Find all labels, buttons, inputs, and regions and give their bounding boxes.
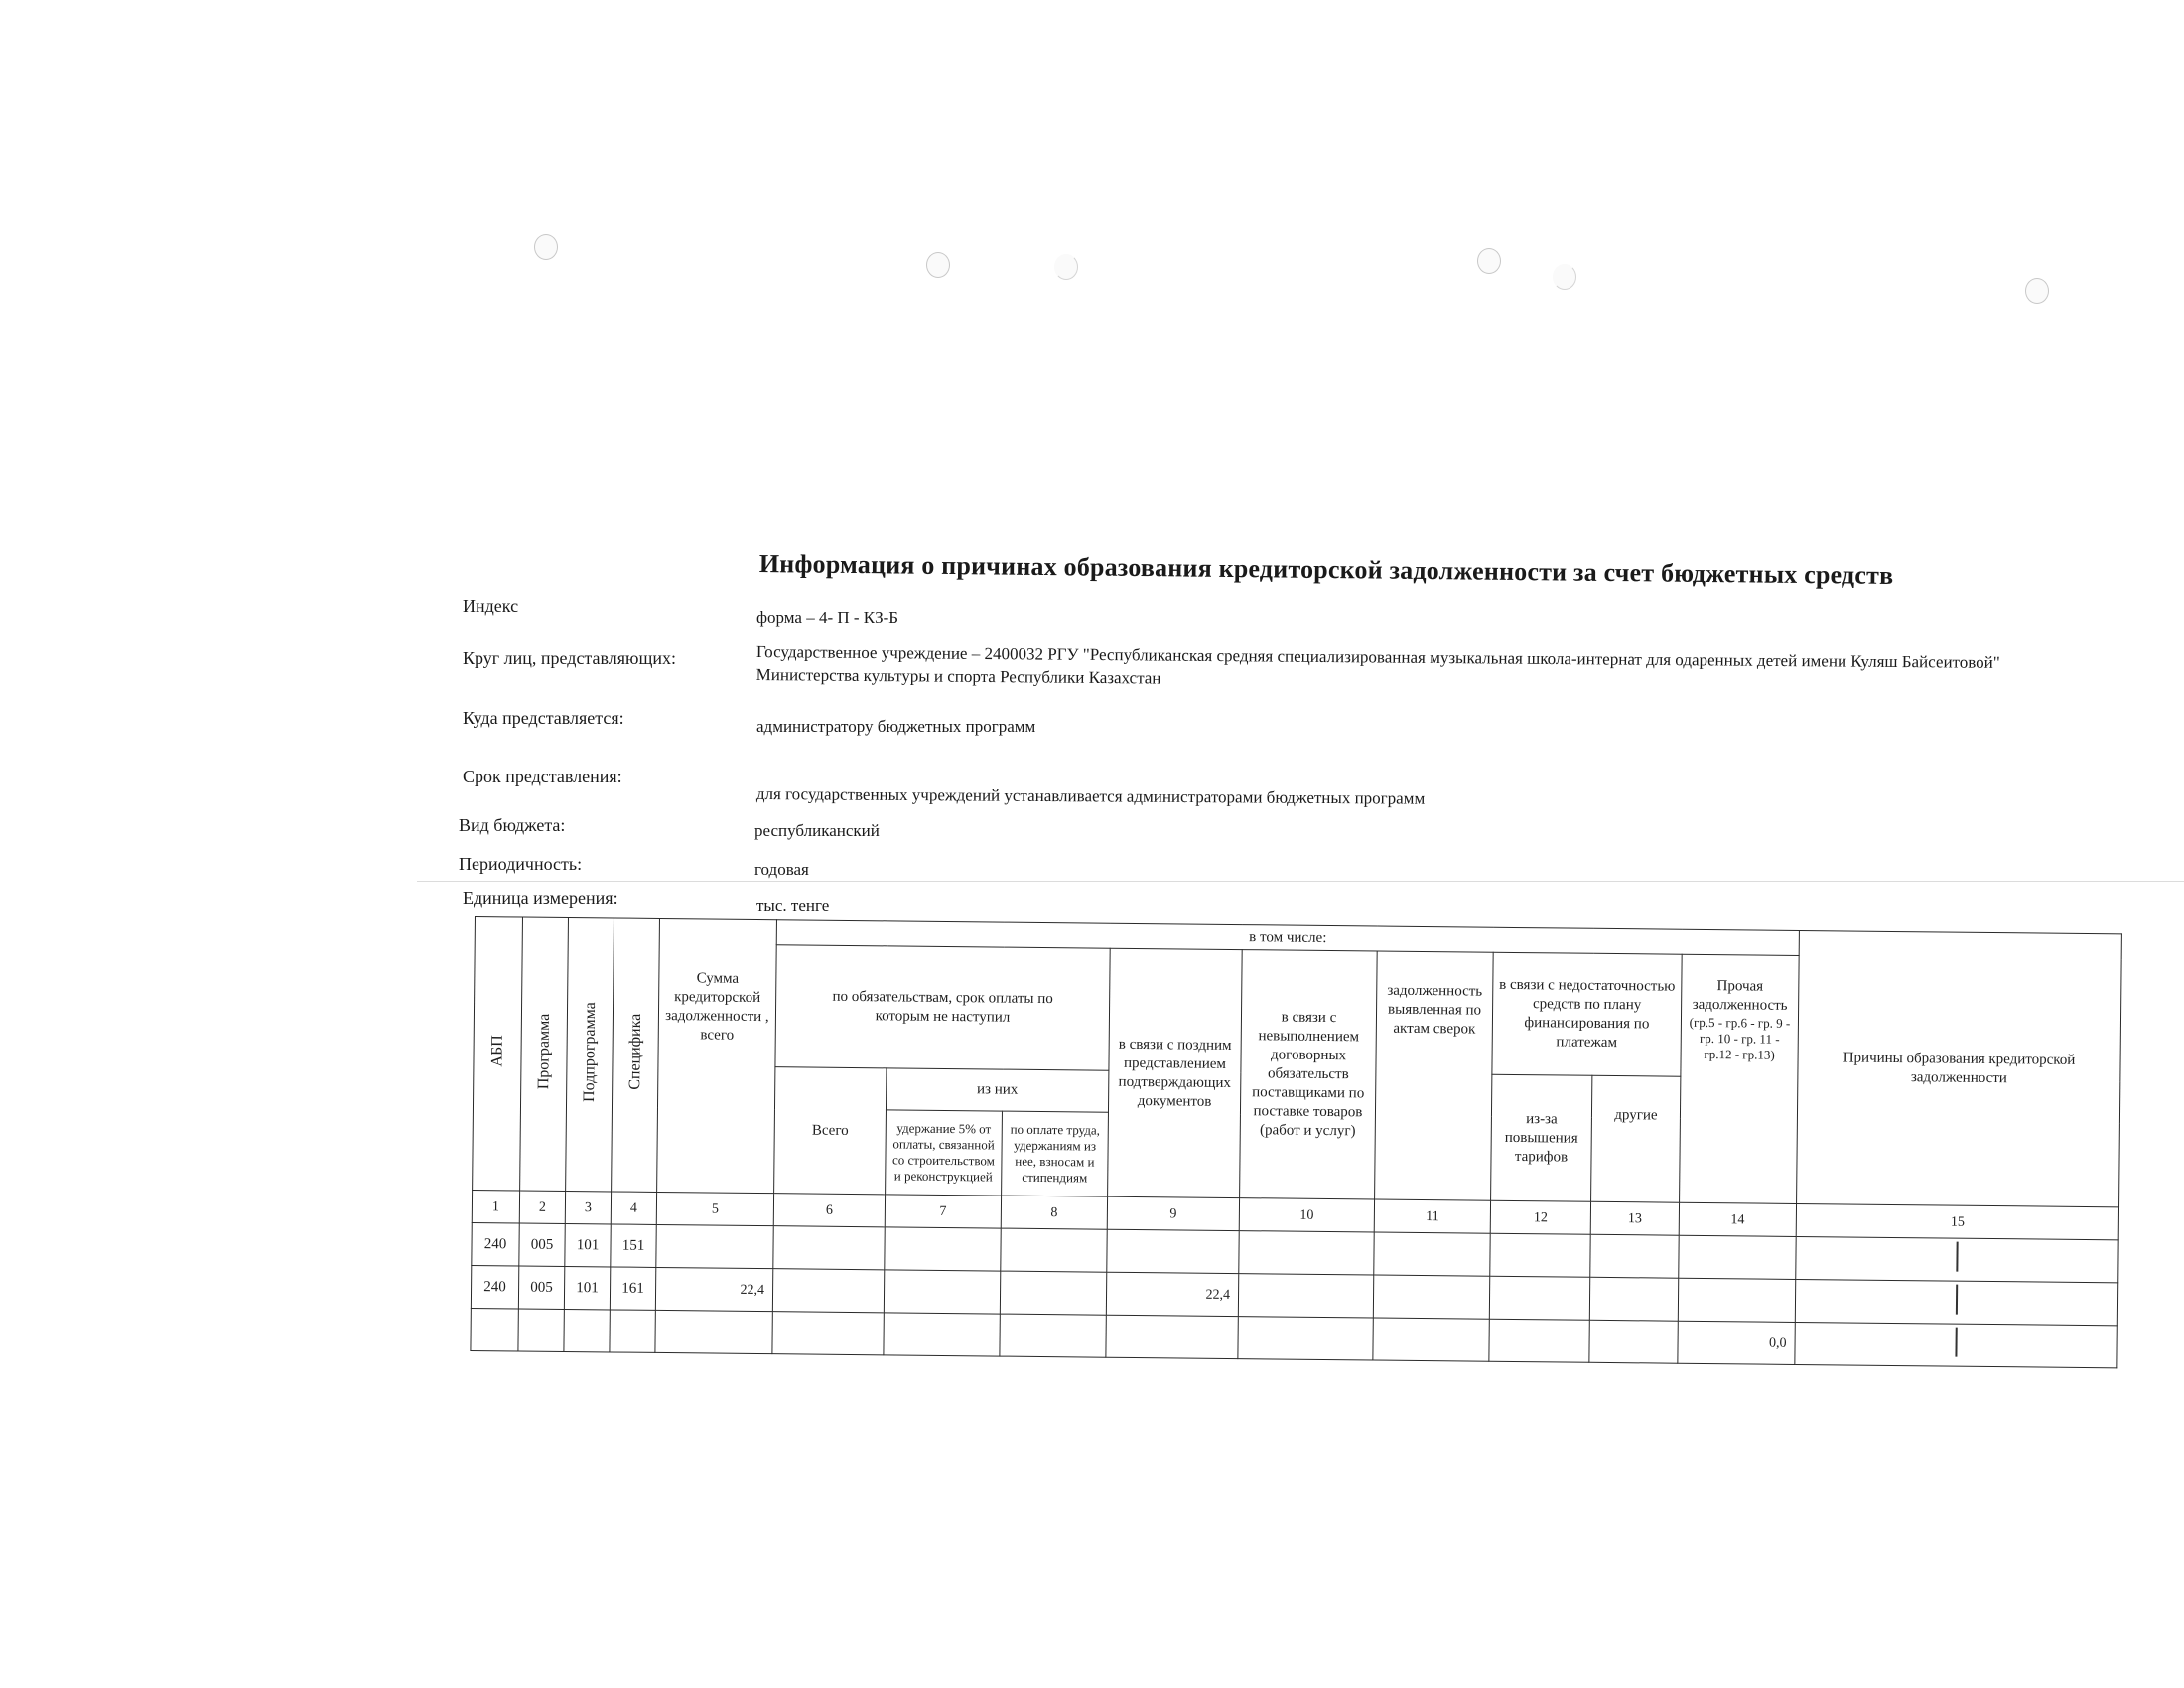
cell-col9 bbox=[1106, 1315, 1238, 1358]
cell-col14 bbox=[1678, 1278, 1795, 1322]
cell-col6 bbox=[772, 1312, 884, 1355]
column-number: 11 bbox=[1374, 1199, 1490, 1233]
field-label-periodicity: Периодичность: bbox=[459, 854, 583, 874]
field-label-budget-type: Вид бюджета: bbox=[459, 815, 566, 835]
cell-col11 bbox=[1373, 1318, 1489, 1361]
cell-col12 bbox=[1490, 1233, 1590, 1277]
cell-reasons bbox=[1796, 1236, 2118, 1282]
field-value-recipient: администратору бюджетных программ bbox=[756, 717, 1036, 736]
header-specific: Специфика bbox=[612, 918, 660, 1192]
field-label-deadline: Срок представления: bbox=[463, 767, 622, 786]
cell-col6 bbox=[772, 1269, 884, 1313]
field-value-submitters: Государственное учреждение – 2400032 РГУ "Республиканская средняя специализированная музыкальная школа-интернат для одаренных детей имени Куляш Байсеитовой" Министерства культуры и спорта Республики Казахстан bbox=[755, 641, 2000, 688]
cell-col7 bbox=[885, 1227, 1001, 1271]
column-number: 10 bbox=[1239, 1198, 1374, 1232]
field-value-budget-type: республиканский bbox=[754, 821, 880, 840]
punch-hole-1 bbox=[534, 234, 558, 260]
cell-col8 bbox=[1001, 1228, 1107, 1272]
cell-col8 bbox=[1000, 1314, 1106, 1357]
cell-subprogram: 101 bbox=[564, 1266, 610, 1309]
cell-abp bbox=[471, 1308, 518, 1351]
cell-col11 bbox=[1374, 1232, 1490, 1276]
cell-col9 bbox=[1107, 1229, 1239, 1273]
header-abp: АБП bbox=[473, 917, 523, 1191]
header-reasons: Причины образования кредиторской задолженности bbox=[1797, 930, 2122, 1206]
header-including: в том числе: bbox=[776, 920, 1799, 956]
column-number: 13 bbox=[1590, 1201, 1679, 1235]
header-other-debt-label: Прочая задолженность bbox=[1692, 978, 1788, 1014]
cell-col12 bbox=[1489, 1319, 1589, 1362]
punch-hole-4 bbox=[1477, 248, 1501, 274]
column-number: 7 bbox=[885, 1195, 1001, 1228]
debt-table bbox=[470, 916, 2121, 1368]
column-number: 15 bbox=[1796, 1203, 2118, 1239]
cell-col11 bbox=[1373, 1275, 1489, 1319]
header-total: Сумма кредиторской задолженности , всего bbox=[657, 918, 777, 1193]
column-number: 12 bbox=[1490, 1200, 1590, 1234]
punch-hole-5 bbox=[1553, 264, 1576, 290]
cell-col6 bbox=[773, 1226, 885, 1270]
cell-subprogram: 101 bbox=[565, 1223, 611, 1266]
cell-reasons bbox=[1795, 1322, 2117, 1367]
reason-mark bbox=[1957, 1242, 1959, 1272]
reason-mark bbox=[1956, 1285, 1958, 1315]
header-insufficient: в связи с недостаточностью средств по плану финансирования по платежам bbox=[1492, 952, 1682, 1076]
cell-abp: 240 bbox=[471, 1265, 518, 1309]
header-other: другие bbox=[1591, 1075, 1681, 1202]
column-number: 4 bbox=[611, 1192, 656, 1224]
cell-col10 bbox=[1238, 1317, 1373, 1360]
cell-col9: 22,4 bbox=[1106, 1272, 1238, 1316]
field-value-periodicity: годовая bbox=[754, 860, 809, 879]
field-label-submitters: Круг лиц, представляющих: bbox=[463, 648, 676, 668]
cell-col8 bbox=[1000, 1271, 1106, 1315]
header-obligations-total: Всего bbox=[774, 1067, 887, 1195]
debt-table-wrapper bbox=[470, 916, 2121, 1368]
cell-col13 bbox=[1589, 1320, 1678, 1363]
cell-col10 bbox=[1238, 1274, 1373, 1318]
scan-fold-line bbox=[417, 881, 2184, 882]
field-label-index: Индекс bbox=[463, 596, 519, 616]
field-value-index: форма – 4- П - КЗ-Б bbox=[756, 608, 899, 627]
header-reconciliation: задолженность выявленная по актам сверок bbox=[1375, 951, 1494, 1200]
cell-col13 bbox=[1589, 1277, 1678, 1321]
header-other-debt-formula: (гр.5 - гр.6 - гр. 9 - гр. 10 - гр. 11 - гр.12 - гр.13) bbox=[1689, 1014, 1791, 1062]
cell-specific bbox=[610, 1310, 655, 1352]
header-salary: по оплате труда, удержаниям из нее, взносам и стипендиям bbox=[1002, 1111, 1109, 1196]
field-label-recipient: Куда представляется: bbox=[463, 708, 624, 728]
document-title: Информация о причинах образования кредиторской задолженности за счет бюджетных средств bbox=[758, 549, 1894, 590]
header-tariffs: из-за повышения тарифов bbox=[1491, 1074, 1592, 1201]
header-withholding: удержание 5% от оплаты, связанной со строительством и реконструкцией bbox=[886, 1110, 1003, 1196]
cell-specific: 161 bbox=[610, 1267, 655, 1310]
cell-col13 bbox=[1590, 1234, 1679, 1278]
cell-specific: 151 bbox=[611, 1224, 656, 1267]
cell-col7 bbox=[884, 1270, 1000, 1314]
cell-total: 22,4 bbox=[655, 1267, 772, 1311]
header-obligations: по обязательствам, срок оплаты по которым не наступил bbox=[775, 945, 1110, 1071]
header-other-debt bbox=[1680, 954, 1800, 1203]
cell-program: 005 bbox=[519, 1223, 565, 1266]
cell-total bbox=[656, 1224, 773, 1268]
cell-col10 bbox=[1239, 1231, 1374, 1275]
cell-total bbox=[655, 1310, 772, 1353]
field-value-deadline: для государственных учреждений устанавливается администраторами бюджетных программ bbox=[755, 783, 1426, 808]
punch-hole-2 bbox=[926, 252, 950, 278]
punch-hole-3 bbox=[1054, 254, 1078, 280]
column-number: 1 bbox=[472, 1190, 519, 1223]
header-non-fulfillment: в связи с невыполнением договорных обязательств поставщиками по поставке товаров (работ и услуг) bbox=[1240, 950, 1378, 1199]
header-program: Программа bbox=[520, 917, 569, 1191]
header-of-which: из них bbox=[886, 1068, 1108, 1112]
cell-col14 bbox=[1679, 1235, 1796, 1279]
field-value-unit: тыс. тенге bbox=[756, 896, 830, 914]
column-number: 6 bbox=[773, 1194, 885, 1227]
cell-col12 bbox=[1489, 1276, 1589, 1320]
cell-abp: 240 bbox=[472, 1222, 519, 1266]
column-number: 2 bbox=[519, 1191, 565, 1223]
column-number: 5 bbox=[656, 1192, 773, 1225]
field-label-unit: Единица измерения: bbox=[463, 888, 618, 908]
column-number: 8 bbox=[1001, 1196, 1107, 1229]
cell-col14: 0,0 bbox=[1678, 1321, 1795, 1364]
column-number: 9 bbox=[1107, 1196, 1239, 1230]
cell-reasons bbox=[1795, 1279, 2117, 1325]
column-number: 3 bbox=[565, 1191, 611, 1223]
column-number: 14 bbox=[1679, 1202, 1796, 1236]
cell-program: 005 bbox=[518, 1266, 564, 1309]
header-late-docs: в связи с поздним представлением подтверждающих документов bbox=[1108, 948, 1243, 1197]
header-subprogram: Подпрограмма bbox=[566, 917, 614, 1191]
cell-subprogram bbox=[564, 1309, 610, 1351]
cell-program bbox=[518, 1309, 564, 1351]
reason-mark bbox=[1956, 1328, 1958, 1357]
punch-hole-6 bbox=[2025, 278, 2049, 304]
cell-col7 bbox=[884, 1313, 1000, 1356]
